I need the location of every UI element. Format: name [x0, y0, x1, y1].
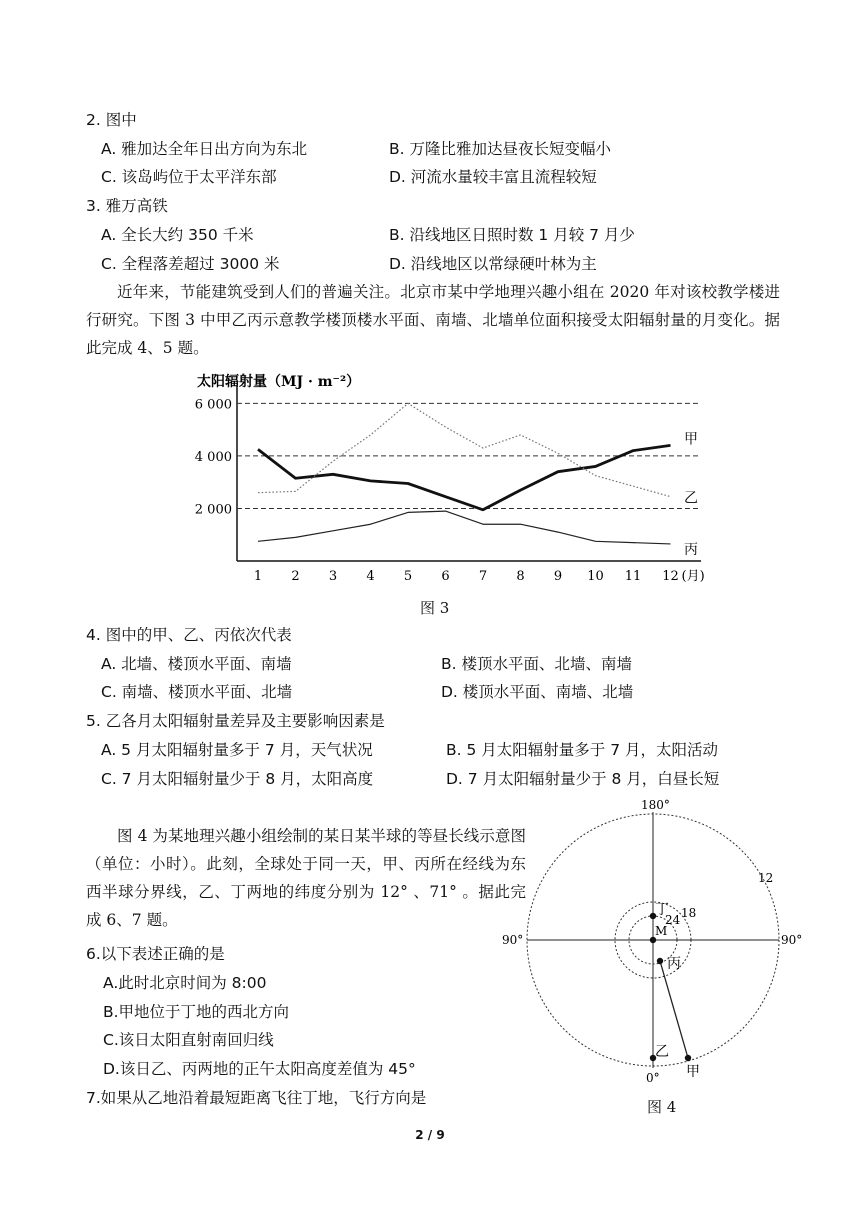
q5-option-b: B. 5 月太阳辐射量多于 7 月，太阳活动: [446, 741, 718, 759]
chart-x-tick-label: 7: [478, 569, 488, 584]
chart-x-tick-label: 1: [253, 569, 263, 584]
q5-option-c: C. 7 月太阳辐射量少于 8 月，太阳高度: [101, 770, 374, 788]
chart-x-tick-label: 6: [441, 569, 450, 584]
chart-x-tick-label: 12: [662, 569, 679, 584]
label-90-left: 90°: [502, 933, 524, 947]
label-12: 12: [758, 871, 774, 885]
chart-x-tick-label: 4: [366, 569, 375, 584]
intro-paragraph-fig4: 图 4 为某地理兴趣小组绘制的某日某半球的等昼长线示意图（单位：小时）。此刻，全球处于同一天，甲、丙所在经线为东西半球分界线，乙、丁两地的纬度分别为 12° 、71° 。据此完成 6、7 题。: [86, 827, 526, 929]
label-bing: 丙: [667, 956, 681, 972]
label-18: 18: [681, 906, 697, 920]
chart-series-labels: [684, 431, 698, 558]
q4-option-a: A. 北墙、楼顶水平面、南墙: [101, 655, 292, 673]
chart-x-tick-label: 10: [587, 569, 604, 584]
figure-3-chart: [180, 368, 720, 590]
label-0: 0°: [646, 1071, 660, 1085]
figure-4-diagram: [500, 796, 810, 1086]
q7-stem: 7.如果从乙地沿着最短距离飞往丁地，飞行方向是: [86, 1089, 427, 1107]
q6-option-c: C.该日太阳直射南回归线: [103, 1031, 274, 1049]
chart-x-tick-label: 9: [553, 569, 563, 584]
label-yi: 乙: [655, 1044, 669, 1060]
chart-x-unit-label: (月): [681, 569, 705, 584]
q2-option-d: D. 河流水量较丰富且流程较短: [389, 168, 597, 186]
chart-x-tick-label: 3: [328, 569, 338, 584]
q4-option-c: C. 南墙、楼顶水平面、北墙: [101, 683, 293, 701]
label-90-right: 90°: [781, 933, 803, 947]
chart-series-label-2: 乙: [684, 490, 698, 507]
q6-option-d: D.该日乙、丙两地的正午太阳高度差值为 45°: [103, 1060, 416, 1078]
q3-stem: 3. 雅万高铁: [86, 197, 168, 215]
label-m: M: [655, 924, 668, 938]
q6-option-a: A.此时北京时间为 8:00: [103, 974, 267, 992]
q2-stem: 2. 图中: [86, 111, 137, 129]
q3-option-a: A. 全长大约 350 千米: [101, 226, 254, 244]
label-jia: 甲: [686, 1064, 700, 1080]
label-24: 24: [665, 913, 681, 927]
chart-series-line-2: [258, 403, 671, 496]
q2-option-b: B. 万隆比雅加达昼夜长短变幅小: [389, 140, 611, 158]
chart-series-line-1: [258, 445, 671, 509]
chart-grid: [237, 385, 701, 561]
q5-option-d: D. 7 月太阳辐射量少于 8 月，白昼长短: [446, 770, 720, 788]
q3-option-c: C. 全程落差超过 3000 米: [101, 255, 280, 273]
q3-option-b: B. 沿线地区日照时数 1 月较 7 月少: [389, 226, 635, 244]
chart-y-ticks: [195, 397, 232, 517]
page-number: 2 / 9: [415, 1128, 445, 1142]
chart-series-label-3: 丙: [684, 541, 698, 558]
chart-y-tick-label: 2 000: [194, 502, 232, 518]
chart-x-tick-label: 8: [516, 569, 525, 584]
q3-option-d: D. 沿线地区以常绿硬叶林为主: [389, 255, 597, 273]
chart-series-line-3: [258, 511, 671, 544]
q5-option-a: A. 5 月太阳辐射量多于 7 月，天气状况: [101, 741, 373, 759]
chart-x-tick-label: 5: [403, 569, 413, 584]
chart-x-tick-label: 2: [291, 569, 300, 584]
point-jia: [685, 1055, 691, 1061]
q4-option-b: B. 楼顶水平面、北墙、南墙: [441, 655, 632, 673]
q4-option-d: D. 楼顶水平面、南墙、北墙: [441, 683, 634, 701]
label-180: 180°: [641, 798, 670, 812]
point-bing: [657, 958, 663, 964]
chart-y-tick-label: 6 000: [194, 397, 232, 413]
label-ding: 丁: [655, 902, 669, 918]
chart-x-ticks: [254, 569, 705, 584]
chart-x-tick-label: 11: [624, 569, 642, 584]
chart-series-label-1: 甲: [684, 431, 698, 448]
figure-4-caption: 图 4: [647, 1098, 677, 1116]
q4-stem: 4. 图中的甲、乙、丙依次代表: [86, 626, 292, 644]
q5-stem: 5. 乙各月太阳辐射量差异及主要影响因素是: [86, 712, 385, 730]
chart-series: [258, 403, 671, 544]
intro-paragraph-fig3: 近年来，节能建筑受到人们的普遍关注。北京市某中学地理兴趣小组在 2020 年对该校教学楼进行研究。下图 3 中甲乙丙示意教学楼顶楼水平面、南墙、北墙单位面积接受太阳辐射量的月变化。据此完成 4、5 题。: [86, 283, 780, 357]
q6-option-b: B.甲地位于丁地的西北方向: [103, 1003, 290, 1021]
q2-option-c: C. 该岛屿位于太平洋东部: [101, 168, 277, 186]
chart-y-tick-label: 4 000: [194, 449, 232, 465]
q2-option-a: A. 雅加达全年日出方向为东北: [101, 140, 308, 158]
figure-3-caption: 图 3: [420, 599, 450, 617]
chart-ylabel: 太阳辐射量（MJ · m⁻²）: [197, 374, 361, 390]
q6-stem: 6.以下表述正确的是: [86, 945, 225, 963]
